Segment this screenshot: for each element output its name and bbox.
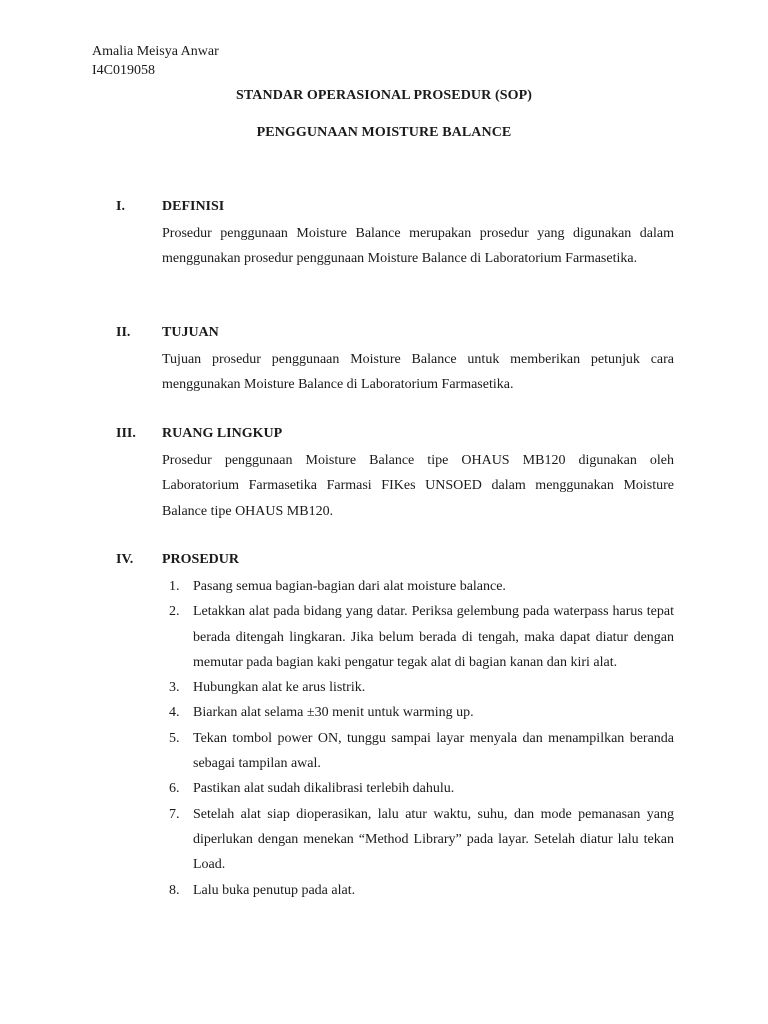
document-title: STANDAR OPERASIONAL PROSEDUR (SOP) [235,88,532,103]
section-number: IV. [116,552,134,567]
section-title: TUJUAN [162,325,219,340]
step-text: Biarkan alat selama ±30 menit untuk warming up. [193,705,474,721]
section-number: I. [116,199,125,214]
step-text: Hubungkan alat ke arus listrik. [193,680,366,696]
section-title: DEFINISI [162,199,225,214]
step-text: Pasang semua bagian-bagian dari alat moisture balance. [193,579,506,594]
step-number: 8. [169,882,180,898]
procedure-step [162,726,674,777]
section-heading-prosedur [116,550,239,570]
step-number: 2. [169,604,180,620]
section-heading-ruang-lingkup [116,424,282,444]
section-title: RUANG LINGKUP [162,426,283,441]
step-number: 3. [169,680,180,696]
step-number: 7. [169,806,180,822]
section-heading-definisi [116,197,224,217]
section-number: III. [116,426,136,441]
procedure-steps [162,574,674,903]
document-subtitle: PENGGUNAAN MOISTURE BALANCE [256,125,512,140]
procedure-step [162,675,674,700]
step-text: Letakkan alat pada bidang yang datar. Periksa gelembung pada waterpass harus tepat berada ditengah lingkaran. Jika belum berada di tengah, maka dapat diatur dengan memutar pada bagian kaki pengatur tegak alat di bagian kanan dan kiri alat. [193,604,674,670]
section-title: PROSEDUR [162,552,240,567]
procedure-step [162,700,674,725]
section-number: II. [116,325,131,340]
step-number: 4. [169,705,180,721]
section-heading-tujuan [116,323,219,343]
step-number: 5. [169,730,180,746]
procedure-step [162,776,674,801]
procedure-step [162,878,674,903]
step-text: Pastikan alat sudah dikalibrasi terlebih dahulu. [193,781,455,797]
procedure-step [162,802,674,878]
author-name: Amalia Meisya Anwar [92,44,219,59]
section-body-tujuan: Tujuan prosedur penggunaan Moisture Balance untuk memberikan petunjuk cara menggunakan Moisture Balance di Laboratorium Farmasetika. [162,352,674,393]
step-text: Setelah alat siap dioperasikan, lalu atur waktu, suhu, dan mode pemanasan yang diperlukan dengan menekan “Method Library” pada layar. Setelah diatur lalu tekan Load. [193,806,674,873]
step-number: 6. [169,781,180,797]
procedure-step [162,574,674,599]
step-text: Lalu buka penutup pada alat. [193,882,356,898]
procedure-step [162,599,674,675]
section-body-definisi: Prosedur penggunaan Moisture Balance merupakan prosedur yang digunakan dalam menggunakan prosedur penggunaan Moisture Balance di Laboratorium Farmasetika. [162,226,674,267]
author-id: I4C019058 [92,63,155,78]
step-text: Tekan tombol power ON, tunggu sampai layar menyala dan menampilkan beranda sebagai tampilan awal. [193,730,674,772]
step-number: 1. [169,579,180,594]
author-block [92,42,219,80]
section-body-ruang-lingkup: Prosedur penggunaan Moisture Balance tipe OHAUS MB120 digunakan oleh Laboratorium Farmasetika Farmasi FIKes UNSOED dalam menggunakan Moisture Balance tipe OHAUS MB120. [162,453,674,519]
